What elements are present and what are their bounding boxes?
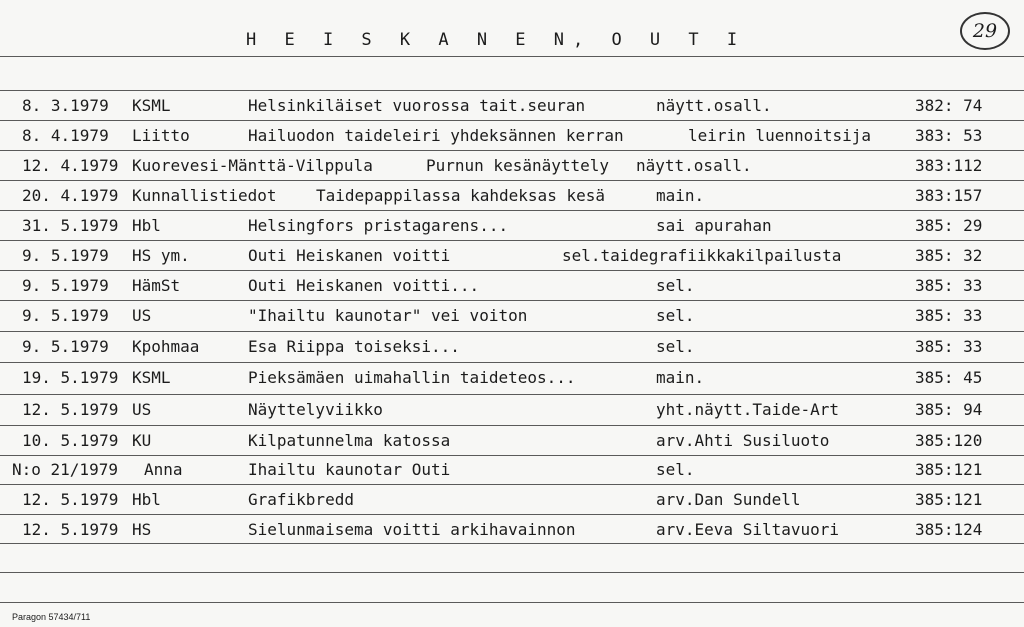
entry-ref: 385: 33 <box>915 276 983 295</box>
entry-source: Hbl <box>132 490 161 509</box>
entry-source: HämSt <box>132 276 181 295</box>
rule-line <box>0 56 1024 57</box>
table-row <box>0 456 1024 486</box>
entry-ref: 385:121 <box>915 460 983 479</box>
entry-ref: 383: 53 <box>915 126 983 145</box>
entry-ref: 385: 94 <box>915 400 983 419</box>
entry-title: Kilpatunnelma katossa <box>248 431 451 450</box>
table-row <box>0 92 1024 122</box>
entry-source: Liitto <box>132 126 190 145</box>
entry-ref: 385:120 <box>915 431 983 450</box>
entry-note: sai apurahan <box>656 216 772 235</box>
entry-source: Kpohmaa <box>132 337 200 356</box>
entry-ref: 385: 29 <box>915 216 983 235</box>
entry-date: 31. 5.1979 <box>22 216 119 235</box>
rule-line <box>0 394 1024 395</box>
entry-note: sel. <box>656 337 695 356</box>
entry-note: näytt.osall. <box>636 156 752 175</box>
entry-date: 12. 5.1979 <box>22 520 119 539</box>
entry-date: 9. 5.1979 <box>22 306 109 325</box>
entry-date: 12. 5.1979 <box>22 400 119 419</box>
entry-ref: 385: 45 <box>915 368 983 387</box>
entry-source: Kuorevesi-Mänttä-Vilppula <box>132 156 373 175</box>
entry-source: KSML <box>132 96 171 115</box>
entry-note: sel.taidegrafiikkakilpailusta <box>562 246 842 265</box>
entry-note: yht.näytt.Taide-Art <box>656 400 840 419</box>
entry-title: Purnun kesänäyttely <box>426 156 610 175</box>
entry-note: arv.Ahti Susiluoto <box>656 431 830 450</box>
entry-title: Sielunmaisema voitti arkihavainnon <box>248 520 576 539</box>
entry-note: sel. <box>656 460 695 479</box>
table-row <box>0 427 1024 457</box>
entry-source: Anna <box>144 460 183 479</box>
table-row <box>0 333 1024 363</box>
entry-source: Kunnallistiedot <box>132 186 277 205</box>
table-row <box>0 272 1024 302</box>
entry-title: Outi Heiskanen voitti... <box>248 276 480 295</box>
entry-note: sel. <box>656 306 695 325</box>
rule-line <box>0 90 1024 91</box>
table-row <box>0 182 1024 212</box>
entry-note: näytt.osall. <box>656 96 772 115</box>
entry-ref: 385:124 <box>915 520 983 539</box>
entry-ref: 385:121 <box>915 490 983 509</box>
entry-note: main. <box>656 368 705 387</box>
entry-date: 9. 5.1979 <box>22 276 109 295</box>
entry-note: arv.Eeva Siltavuori <box>656 520 840 539</box>
table-row <box>0 242 1024 272</box>
table-row <box>0 516 1024 546</box>
entry-date: 10. 5.1979 <box>22 431 119 450</box>
entry-note: sel. <box>656 276 695 295</box>
entry-date: 19. 5.1979 <box>22 368 119 387</box>
table-row <box>0 152 1024 182</box>
entry-source: KU <box>132 431 152 450</box>
entry-ref: 383:112 <box>915 156 983 175</box>
entry-source: US <box>132 306 152 325</box>
card-title: H E I S K A N E N, O U T I <box>246 30 747 50</box>
entry-title: Esa Riippa toiseksi... <box>248 337 460 356</box>
table-row <box>0 212 1024 242</box>
entry-source: Hbl <box>132 216 161 235</box>
entry-title: "Ihailtu kaunotar" vei voiton <box>248 306 528 325</box>
entry-source: KSML <box>132 368 171 387</box>
entry-note: arv.Dan Sundell <box>656 490 801 509</box>
table-row <box>0 302 1024 332</box>
entry-date: 20. 4.1979 <box>22 186 119 205</box>
entry-title: Helsingfors pristagarens... <box>248 216 509 235</box>
entry-title: Helsinkiläiset vuorossa tait.seuran <box>248 96 586 115</box>
entry-date: 8. 3.1979 <box>22 96 109 115</box>
table-row <box>0 486 1024 516</box>
rule-line <box>0 572 1024 573</box>
entry-date: 12. 5.1979 <box>22 490 119 509</box>
entry-title: Ihailtu kaunotar Outi <box>248 460 451 479</box>
entry-source: HS <box>132 520 152 539</box>
entry-title: Outi Heiskanen voitti <box>248 246 451 265</box>
entry-title: Näyttelyviikko <box>248 400 383 419</box>
entry-date: N:o 21/1979 <box>12 460 118 479</box>
entry-ref: 383:157 <box>915 186 983 205</box>
entry-title: Hailuodon taideleiri yhdeksännen kerran <box>248 126 624 145</box>
entry-title: Taidepappilassa kahdeksas kesä <box>316 186 605 205</box>
entry-note: main. <box>656 186 705 205</box>
table-row <box>0 364 1024 394</box>
entry-title: Pieksämäen uimahallin taideteos... <box>248 368 576 387</box>
printer-mark: Paragon 57434/711 <box>12 612 91 622</box>
entry-ref: 385: 33 <box>915 306 983 325</box>
entry-source: HS ym. <box>132 246 190 265</box>
entry-date: 9. 5.1979 <box>22 337 109 356</box>
rule-line <box>0 602 1024 603</box>
entry-date: 12. 4.1979 <box>22 156 119 175</box>
table-row <box>0 396 1024 426</box>
card-number: 29 <box>960 12 1010 50</box>
entry-ref: 385: 32 <box>915 246 983 265</box>
table-row <box>0 122 1024 152</box>
entry-ref: 385: 33 <box>915 337 983 356</box>
entry-note: leirin luennoitsija <box>688 126 872 145</box>
entry-date: 8. 4.1979 <box>22 126 109 145</box>
entry-date: 9. 5.1979 <box>22 246 109 265</box>
entry-ref: 382: 74 <box>915 96 983 115</box>
entry-source: US <box>132 400 152 419</box>
entry-title: Grafikbredd <box>248 490 354 509</box>
